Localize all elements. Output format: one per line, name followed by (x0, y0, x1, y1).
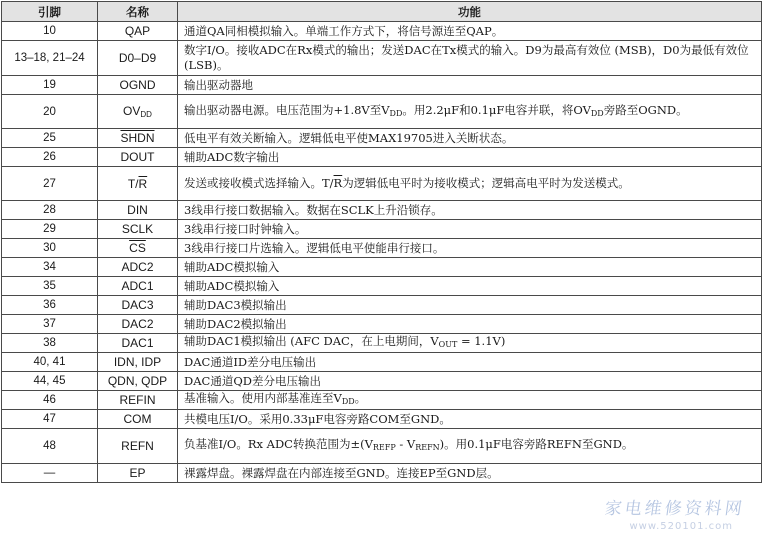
pin-number: 10 (2, 22, 98, 41)
pin-number: 38 (2, 334, 98, 353)
pin-number: 25 (2, 129, 98, 148)
pin-number: 44, 45 (2, 372, 98, 391)
watermark-logo: 家电维修资料网 (603, 499, 747, 519)
pin-name: DAC3 (98, 296, 178, 315)
pin-number: 13–18, 21–24 (2, 41, 98, 76)
pin-name: $OV_{DD}$ (98, 95, 178, 129)
pin-name: OGND (98, 76, 178, 95)
table-row (2, 464, 762, 483)
pin-function: DAC通道QD差分电压输出 (178, 372, 762, 391)
pin-name: D0–D9 (98, 41, 178, 76)
pin-function: 3线串行接口数据输入。数据在SCLK上升沿锁存。 (178, 201, 762, 220)
pin-function: 辅助DAC2模拟输出 (178, 315, 762, 334)
pin-description-table (1, 1, 762, 483)
table-row (2, 410, 762, 429)
pin-number: 46 (2, 391, 98, 410)
pin-name: QAP (98, 22, 178, 41)
pin-name: DAC2 (98, 315, 178, 334)
header-name: 名称 (98, 2, 178, 22)
pin-function: 负基准I/O。Rx ADC转换范围为$\pm(V_{REFP} - V_{REFN})$。用0.1μF电容旁路REFN至GND。 (178, 429, 762, 464)
table-header-row (2, 2, 762, 22)
pin-function: 裸露焊盘。裸露焊盘在内部连接至GND。连接EP至GND层。 (178, 464, 762, 483)
table-row (2, 258, 762, 277)
header-pin: 引脚 (2, 2, 98, 22)
pin-function: 辅助ADC模拟输入 (178, 277, 762, 296)
header-function: 功能 (178, 2, 762, 22)
table-row (2, 353, 762, 372)
pin-function: 数字I/O。接收ADC在Rx模式的输出；发送DAC在Tx模式的输入。D9为最高有效位 (MSB)，D0为最低有效位 (LSB)。 (178, 41, 762, 76)
table-row (2, 391, 762, 410)
pin-number: 35 (2, 277, 98, 296)
pin-name: IDN, IDP (98, 353, 178, 372)
table-row (2, 239, 762, 258)
pin-function: 辅助ADC数字输出 (178, 148, 762, 167)
pin-number: 40, 41 (2, 353, 98, 372)
pin-name: $T/\overline{R}$ (98, 167, 178, 201)
pin-number: 48 (2, 429, 98, 464)
table-row (2, 220, 762, 239)
table-row (2, 22, 762, 41)
pin-name: SCLK (98, 220, 178, 239)
pin-number: 36 (2, 296, 98, 315)
pin-function: 输出驱动器地 (178, 76, 762, 95)
pin-name: DAC1 (98, 334, 178, 353)
pin-number: 19 (2, 76, 98, 95)
pin-function: 输出驱动器电源。电压范围为+1.8V至$V_{DD}$。用2.2μF和0.1μF电容并联，将$OV_{DD}$旁路至OGND。 (178, 95, 762, 129)
pin-function: 通道QA同相模拟输入。单端工作方式下，将信号源连至QAP。 (178, 22, 762, 41)
table-row (2, 41, 762, 76)
table-row (2, 167, 762, 201)
table-row (2, 277, 762, 296)
pin-function: 辅助DAC3模拟输出 (178, 296, 762, 315)
table-row (2, 148, 762, 167)
pin-number: 47 (2, 410, 98, 429)
pin-number: 20 (2, 95, 98, 129)
pin-name: QDN, QDP (98, 372, 178, 391)
pin-name: REFN (98, 429, 178, 464)
table-row (2, 315, 762, 334)
pin-number: — (2, 464, 98, 483)
watermark-url: www.520101.com (629, 521, 733, 532)
table-row (2, 429, 762, 464)
table-row (2, 95, 762, 129)
pin-name: ADC1 (98, 277, 178, 296)
pin-number: 37 (2, 315, 98, 334)
pin-function: 3线串行接口片选输入。逻辑低电平使能串行接口。 (178, 239, 762, 258)
pin-function: 辅助ADC模拟输入 (178, 258, 762, 277)
pin-number: 26 (2, 148, 98, 167)
pin-name: DIN (98, 201, 178, 220)
table-row (2, 129, 762, 148)
table-row (2, 334, 762, 353)
pin-number: 34 (2, 258, 98, 277)
table-row (2, 201, 762, 220)
pin-number: 30 (2, 239, 98, 258)
pin-name: DOUT (98, 148, 178, 167)
pin-name: SHDN (98, 129, 178, 148)
table-row (2, 76, 762, 95)
pin-function: 低电平有效关断输入。逻辑低电平使MAX19705进入关断状态。 (178, 129, 762, 148)
pin-name: $\overline{CS}$ (98, 239, 178, 258)
pin-name: EP (98, 464, 178, 483)
pin-number: 27 (2, 167, 98, 201)
pin-name: ADC2 (98, 258, 178, 277)
pin-function: 辅助DAC1模拟输出 (AFC DAC，在上电期间，$V_{OUT} = 1.1V$) (178, 334, 762, 353)
pin-name: REFIN (98, 391, 178, 410)
pin-name: COM (98, 410, 178, 429)
pin-number: 28 (2, 201, 98, 220)
table-row (2, 372, 762, 391)
pin-function: 共模电压I/O。采用0.33μF电容旁路COM至GND。 (178, 410, 762, 429)
table-row (2, 296, 762, 315)
pin-function: 基准输入。使用内部基准连至$V_{DD}$。 (178, 391, 762, 410)
pin-number: 29 (2, 220, 98, 239)
pin-function: 3线串行接口时钟输入。 (178, 220, 762, 239)
pin-function: 发送或接收模式选择输入。$T/\overline{R}$为逻辑低电平时为接收模式；逻辑高电平时为发送模式。 (178, 167, 762, 201)
pin-function: DAC通道ID差分电压输出 (178, 353, 762, 372)
